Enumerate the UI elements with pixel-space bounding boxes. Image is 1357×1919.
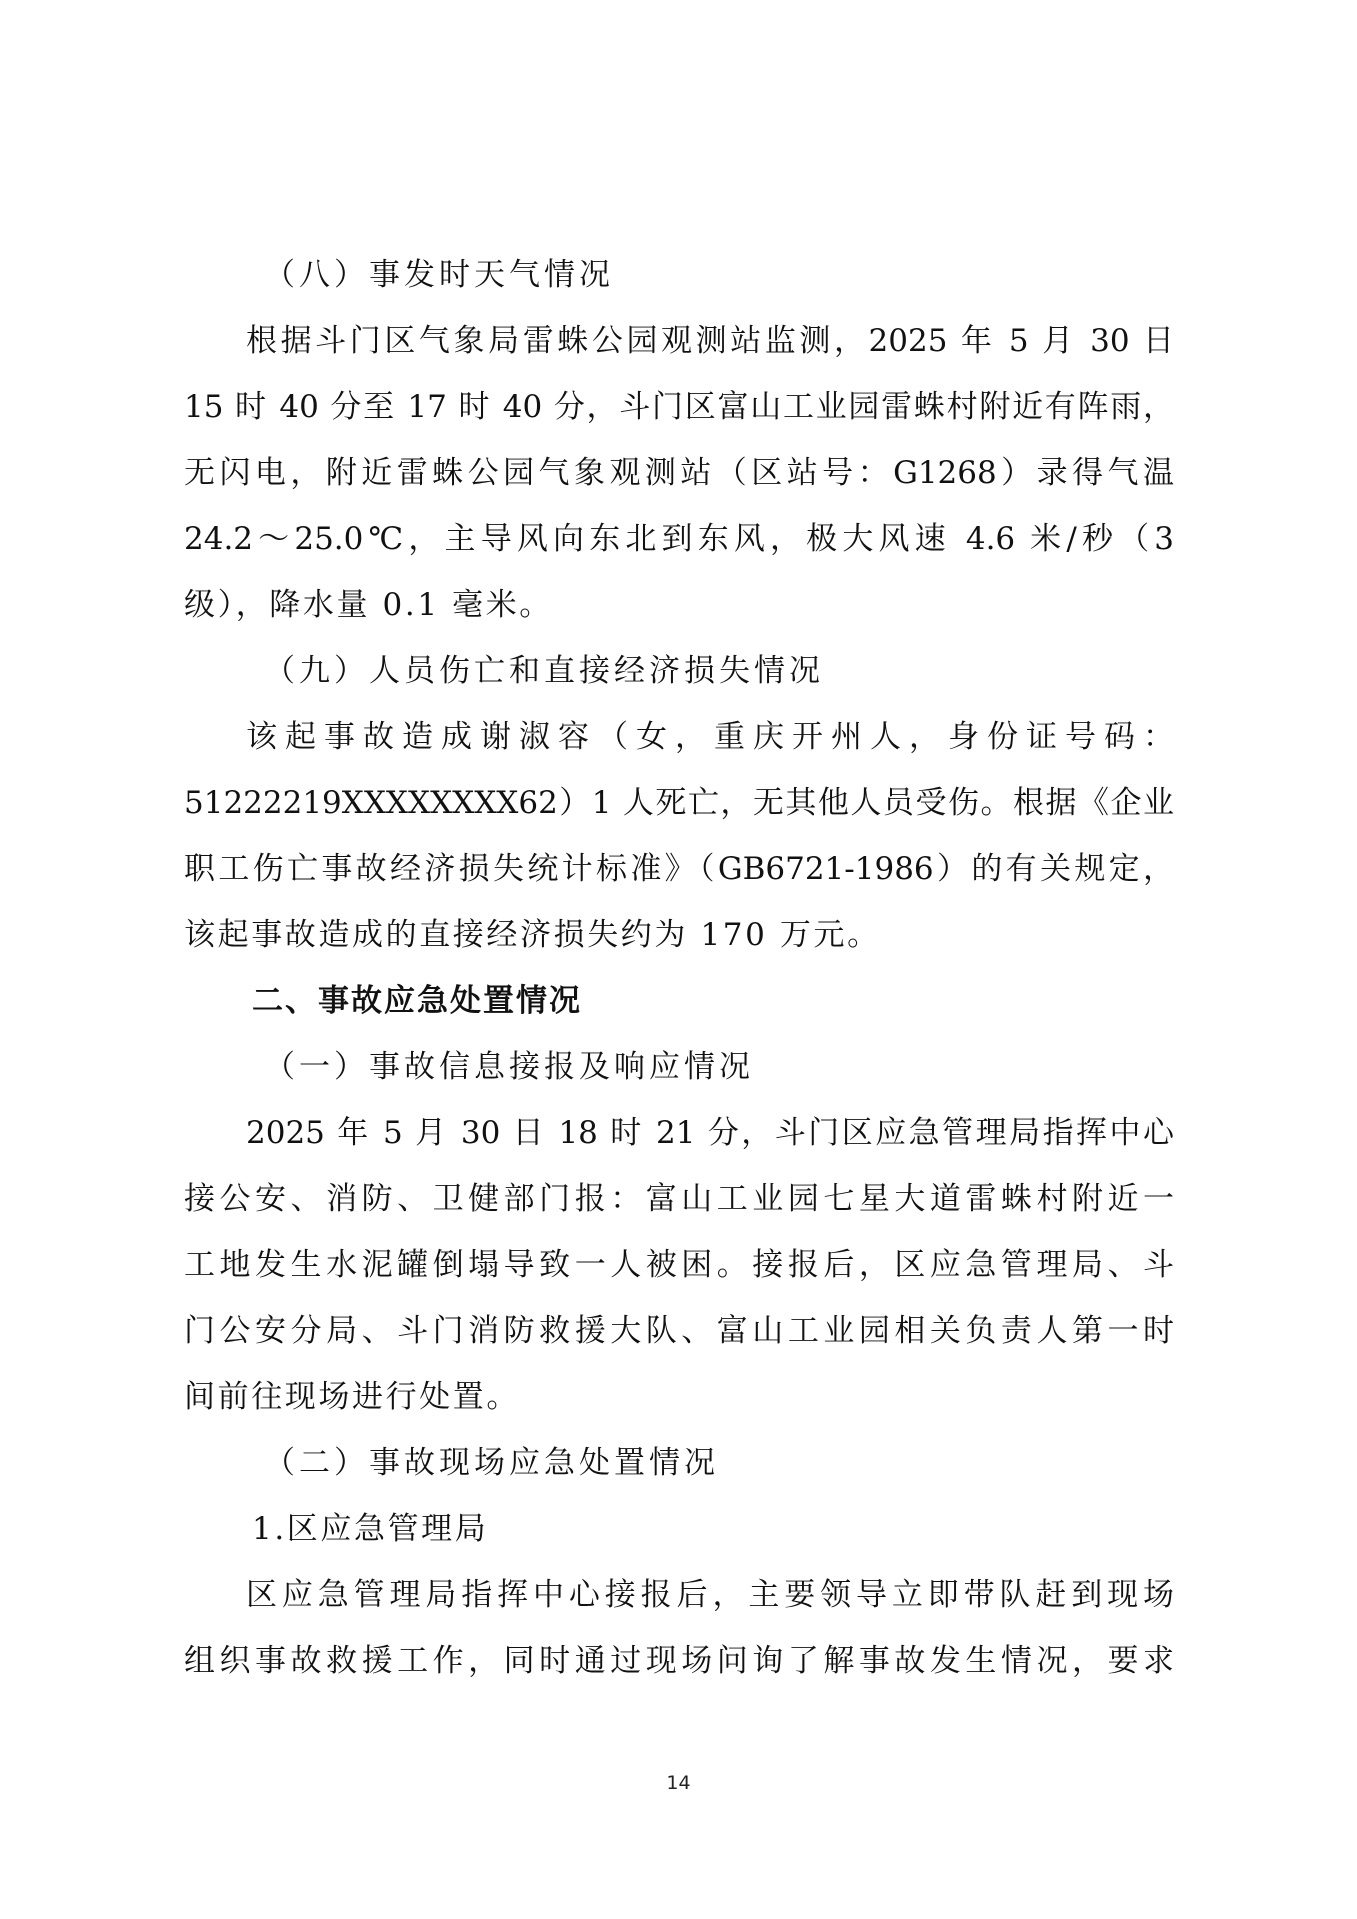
subsection-2-heading: （二）事故现场应急处置情况	[264, 1445, 719, 1481]
item-1-title: 1.区应急管理局	[252, 1511, 489, 1547]
paragraph-line: 51222219XXXXXXXX62）1 人死亡，无其他人员受伤。根据《企业	[184, 785, 1174, 821]
paragraph-line: 组织事故救援工作，同时通过现场问询了解事故发生情况，要求	[184, 1643, 1174, 1679]
paragraph-line: 间前往现场进行处置。	[184, 1379, 520, 1415]
section-8-heading: （八）事发时天气情况	[264, 257, 614, 293]
paragraph-line: 区应急管理局指挥中心接报后，主要领导立即带队赶到现场	[246, 1577, 1174, 1613]
paragraph-line: 24.2～25.0℃，主导风向东北到东风，极大风速 4.6 米/秒（3	[184, 521, 1174, 557]
page-body	[184, 242, 1174, 1694]
paragraph-line: 门公安分局、斗门消防救援大队、富山工业园相关负责人第一时	[184, 1313, 1174, 1349]
paragraph-line: 级），降水量 0.1 毫米。	[184, 587, 553, 623]
paragraph-line: 2025 年 5 月 30 日 18 时 21 分，斗门区应急管理局指挥中心	[246, 1115, 1174, 1151]
paragraph-line: 该起事故造成谢淑容（女，重庆开州人，身份证号码：	[246, 719, 1174, 755]
section-9-heading: （九）人员伤亡和直接经济损失情况	[264, 653, 824, 689]
page-number: 14	[666, 1772, 691, 1794]
paragraph-line: 15 时 40 分至 17 时 40 分，斗门区富山工业园雷蛛村附近有阵雨，	[184, 389, 1174, 425]
paragraph-line: 职工伤亡事故经济损失统计标准》（GB6721-1986）的有关规定，	[184, 851, 1174, 887]
paragraph-line: 接公安、消防、卫健部门报：富山工业园七星大道雷蛛村附近一	[184, 1181, 1174, 1217]
subsection-1-heading: （一）事故信息接报及响应情况	[264, 1049, 754, 1085]
part-2-heading: 二、事故应急处置情况	[252, 983, 582, 1019]
paragraph-line: 该起事故造成的直接经济损失约为 170 万元。	[184, 917, 881, 953]
paragraph-line: 工地发生水泥罐倒塌导致一人被困。接报后，区应急管理局、斗	[184, 1247, 1174, 1283]
paragraph-line: 根据斗门区气象局雷蛛公园观测站监测，2025 年 5 月 30 日	[246, 323, 1174, 359]
paragraph-line: 无闪电，附近雷蛛公园气象观测站（区站号：G1268）录得气温	[184, 455, 1174, 491]
